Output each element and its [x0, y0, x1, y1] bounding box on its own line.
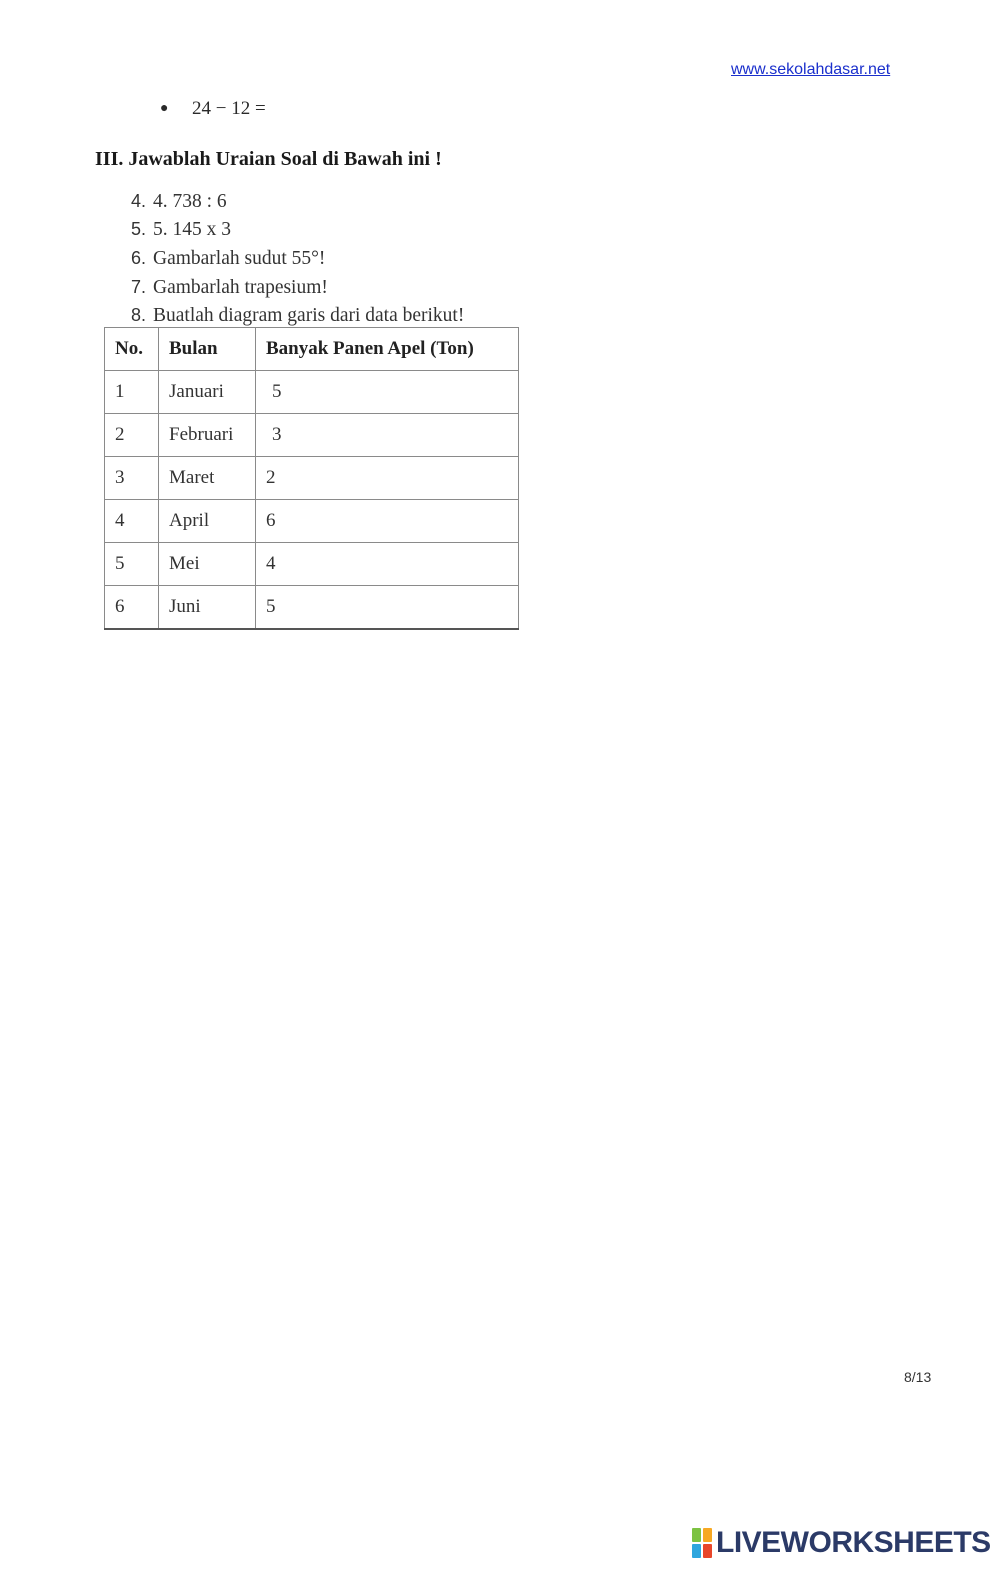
bullet-text: 24 − 12 = [192, 98, 266, 119]
table-row [105, 414, 519, 457]
question-item [131, 219, 231, 241]
table-row [105, 500, 519, 543]
question-item [131, 305, 464, 327]
cell-bulan: April [159, 500, 256, 543]
section-heading: III. Jawablah Uraian Soal di Bawah ini ! [95, 148, 442, 170]
cell-bulan: Januari [159, 371, 256, 414]
cell-bulan: Mei [159, 543, 256, 586]
mark-square [692, 1544, 701, 1558]
question-item [131, 248, 325, 270]
page-number: 8/13 [904, 1369, 932, 1385]
question-item [131, 277, 328, 299]
question-number: 8. [131, 305, 147, 325]
cell-panen: 2 [256, 457, 519, 500]
question-number: 7. [131, 277, 147, 297]
data-table [104, 327, 519, 630]
question-text: 5. 145 x 3 [153, 219, 231, 240]
question-text: Gambarlah trapesium! [153, 277, 328, 298]
table-row [105, 543, 519, 586]
brand-text: LIVEWORKSHEETS [716, 1526, 991, 1559]
question-number: 6. [131, 248, 147, 268]
header-bulan: Bulan [159, 328, 256, 371]
cell-no: 2 [105, 414, 159, 457]
table-header-row [105, 328, 519, 371]
cell-no: 3 [105, 457, 159, 500]
cell-panen: 4 [256, 543, 519, 586]
cell-no: 1 [105, 371, 159, 414]
table-row [105, 371, 519, 414]
question-number: 5. [131, 219, 147, 239]
cell-panen: 5 [256, 586, 519, 630]
table-row [105, 457, 519, 500]
cell-bulan: Februari [159, 414, 256, 457]
liveworksheets-logo [692, 1526, 991, 1560]
bullet-item [160, 98, 266, 120]
mark-square [703, 1528, 712, 1542]
question-number: 4. [131, 191, 147, 211]
header-panen: Banyak Panen Apel (Ton) [256, 328, 519, 371]
liveworksheets-mark-icon [692, 1528, 712, 1558]
site-link[interactable]: www.sekolahdasar.net [731, 61, 891, 78]
cell-panen: 3 [256, 414, 519, 457]
cell-panen: 6 [256, 500, 519, 543]
cell-bulan: Maret [159, 457, 256, 500]
mark-square [703, 1544, 712, 1558]
cell-no: 5 [105, 543, 159, 586]
question-text: Gambarlah sudut 55°! [153, 248, 326, 269]
header-no: No. [105, 328, 159, 371]
question-text: 4. 738 : 6 [153, 191, 227, 212]
cell-no: 6 [105, 586, 159, 630]
cell-bulan: Juni [159, 586, 256, 630]
bullet-icon: ● [160, 101, 169, 116]
question-text: Buatlah diagram garis dari data berikut! [153, 305, 465, 326]
question-item [131, 191, 227, 213]
table-row [105, 586, 519, 630]
cell-no: 4 [105, 500, 159, 543]
cell-panen: 5 [256, 371, 519, 414]
mark-square [692, 1528, 701, 1542]
